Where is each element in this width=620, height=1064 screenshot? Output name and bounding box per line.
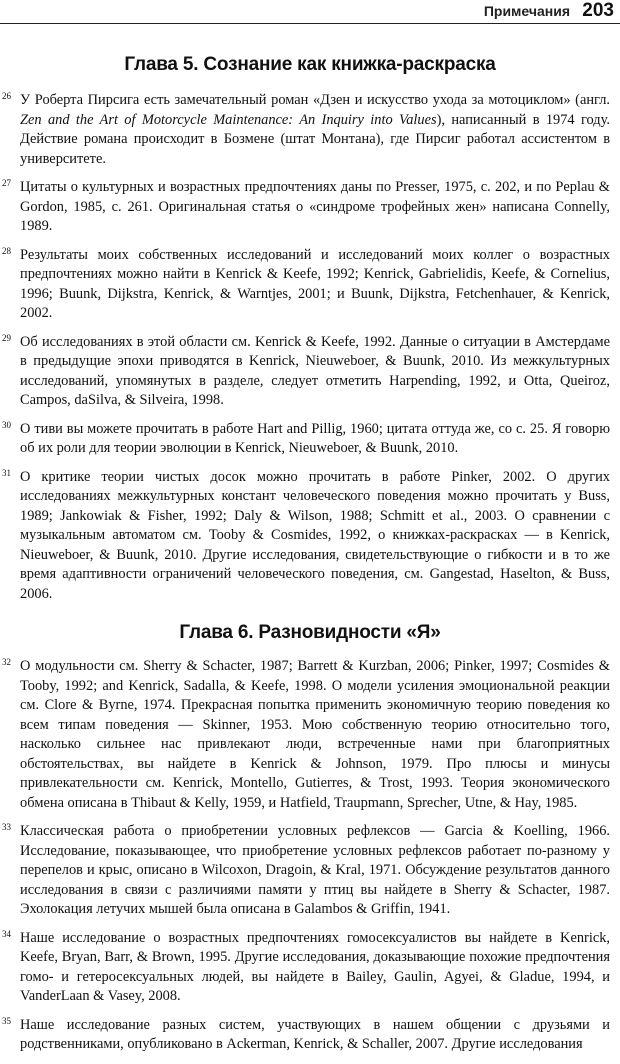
endnote-text: ), написанный в 1974 году. Действие романа происходит в Бозмене (штат Монтана), где Пирсиг работал ассистентом в университете. xyxy=(20,111,610,167)
endnote-number: 35 xyxy=(2,1015,11,1026)
endnote-number: 31 xyxy=(2,467,11,478)
endnote-number: 27 xyxy=(2,178,11,188)
endnote-number: 33 xyxy=(2,822,11,832)
endnote-26 xyxy=(0,91,620,169)
endnote-34 xyxy=(0,929,620,1007)
chapter-6-heading: Глава 6. Разновидности «Я» xyxy=(179,622,441,643)
endnote-number: 30 xyxy=(2,419,11,430)
endnote-text: О тиви вы можете прочитать в работе Hart and Pillig, 1960; цитата оттуда же, со с. 25. Я говорю об их роли для теории эволюции в Kenrick, Nieuweboer, & Buunk, 2010. xyxy=(20,420,610,456)
running-header xyxy=(0,0,620,24)
endnote-31 xyxy=(0,468,620,605)
endnote-32 xyxy=(0,657,620,813)
endnote-text: Наше исследование о возрастных предпочтениях гомосексуалистов вы найдете в Kenrick, Keefe, Bryan, Barr, & Brown, 1995. Другие исследования, доказывающие похожие предпочтения гомо- и гетеросексуальных людей, вы найдете в Bailey, Gaulin, Agyei, & Gladue, 1994, и VanderLaan & Vasey, 2008. xyxy=(20,929,610,1004)
endnote-number: 28 xyxy=(2,245,11,256)
endnote-number: 32 xyxy=(2,657,11,667)
chapter-5-heading: Глава 5. Сознание как книжка-раскраска xyxy=(124,54,496,75)
endnote-text: Цитаты о культурных и возрастных предпочтениях даны по Presser, 1975, с. 202, и по Peplau & Gordon, 1985, с. 261. Оригинальная статья о «синдроме трофейных жен» написана Connelly, 1989. xyxy=(20,179,610,234)
endnote-29 xyxy=(0,333,620,411)
endnote-text: О модульности см. Sherry & Schacter, 1987; Barrett & Kurzban, 2006; Pinker, 1997; Cosmides & Tooby, 1992; and Kenrick, Sadalla, & Keefe, 1998. О модели усиления эмоциональной реакции см. Clore & Byrne, 1974. Прекрасная попытка применить экономичную теорию поведения ко всем типам поведения — Skinner, 1953. Мою собственную теорию относительно того, насколько сильнее нас привлекают люди, встреченные нами при благоприятных обстоятельствах, вы найдете в Kenrick & Johnson, 1979. Про плюсы и минусы привлекательности см. Kenrick, Montello, Gutierres, & Trost, 1993. Теория экономического обмена описана в Thibaut & Kelly, 1959, и Hatfield, Traupmann, Sprecher, Utne, & Hay, 1985. xyxy=(20,658,610,811)
endnote-30 xyxy=(0,420,620,459)
endnote-text: Наше исследование разных систем, участвующих в нашем общении с друзьями и родственниками, опубликовано в Ackerman, Kenrick, & Schaller, 2007. Другие исследования xyxy=(20,1016,610,1052)
endnote-text: Классическая работа о приобретении условных рефлексов — Garcia & Koelling, 1966. Исследование, показывающее, что приобретение условных рефлексов работает по-разному у перепелов и крыс, описано в Wilcoxon, Dragoin, & Kral, 1971. Обсуждение результатов данного исследования в связи с различиями памяти у птиц вы найдете в Sherry & Schacter, 1987. Эхолокация летучих мышей была описана в Galambos & Griffin, 1941. xyxy=(20,823,610,917)
endnote-number: 29 xyxy=(2,332,11,343)
page-body xyxy=(0,24,620,1064)
endnote-text: О критике теории чистых досок можно прочитать в работе Pinker, 2002. О других исследованиях межкультурных констант человеческого поведения можно прочитать у Buss, 1989; Jankowiak & Fisher, 1992; Daly & Wilson, 1988; Schmitt et al., 2003. О сравнении с музыкальным автоматом см. Tooby & Cosmides, 1992, о книжках-раскрасках — в Kenrick, Nieuweboer, & Buunk, 2010. Другие исследования, свидетельствующие о гибкости и в то же время адаптивности ограничений человеческого поведения, см. Gangestad, Haselton, & Buss, 2006. xyxy=(20,468,610,602)
endnote-text: У Роберта Пирсига есть замечательный роман «Дзен и искусство ухода за мотоциклом» (англ. xyxy=(20,92,610,108)
endnote-text: Результаты моих собственных исследований и исследований моих коллег о возрастных предпочтениях можно найти в Kenrick & Keefe, 1992; Kenrick, Gabrielidis, Keefe, & Cornelius, 1996; Buunk, Dijkstra, Kenrick, & Warntjes, 2001; и Buunk, Dijkstra, Fetchenhauer, & Kenrick, 2002. xyxy=(20,246,610,321)
endnote-italic-title: Zen and the Art of Motorcycle Maintenance: An Inquiry into Values xyxy=(20,111,437,128)
running-title: Примечания xyxy=(483,3,570,19)
endnote-33 xyxy=(0,822,620,920)
endnote-number: 26 xyxy=(2,91,11,101)
endnote-35 xyxy=(0,1016,620,1055)
endnote-27 xyxy=(0,178,620,237)
page-number: 203 xyxy=(582,0,614,21)
endnote-number: 34 xyxy=(2,928,11,939)
endnote-28 xyxy=(0,246,620,324)
endnote-text: Об исследованиях в этой области см. Kenrick & Keefe, 1992. Данные о ситуации в Амстердаме в предыдущие эпохи приводятся в Kenrick, Nieuweboer, & Buunk, 2010. Из межкультурных исследований, упомянутых в разделе, следует отметить Harpending, 1992, и Otta, Queiroz, Campos, daSilva, & Silveira, 1998. xyxy=(20,333,610,408)
